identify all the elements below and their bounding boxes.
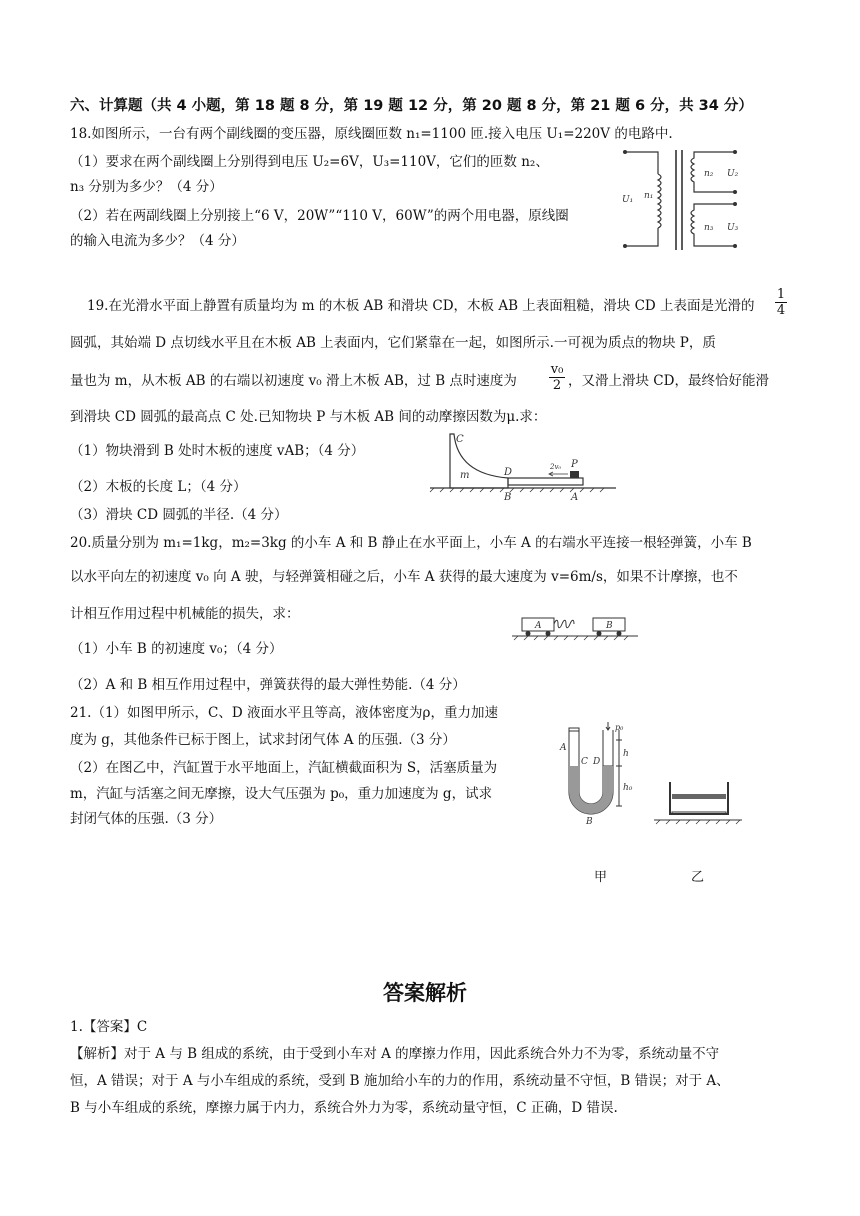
q19-sub-3: （3）滑块 CD 圆弧的半径.（4 分） [70,507,288,523]
fraction-quarter-num: 1 [776,287,786,302]
q19-line-3a: 量也为 m，从木板 AB 的右端以初速度 v₀ 滑上木板 AB，过 B 点时速度为 [70,373,517,389]
q18-line-5: 的输入电流为多少？（4 分） [70,233,245,249]
label-b: B [504,492,512,503]
answers-title: 答案解析 [383,981,467,1005]
explain-line-3: B 与小车组成的系统，摩擦力属于内力，系统合外力为零，系统动量守恒，C 正确，D 错误. [70,1100,618,1116]
q19-line-3b: ，又滑上滑块 CD，最终恰好能滑 [568,373,769,389]
fraction-quarter-den: 4 [776,303,786,318]
answer-1: 1.【答案】C [70,1019,148,1035]
label-u3: U₃ [727,223,739,233]
label-n3: n₃ [704,223,714,233]
q19-sub-1: （1）物块滑到 B 处时木板的速度 vAB；（4 分） [70,443,365,459]
q19-line-1: 19.在光滑水平面上静置有质量均为 m 的木板 AB 和滑块 CD，木板 AB 上表面粗糙，滑块 CD 上表面是光滑的 [87,298,755,314]
fraction-v0-num: v₀ [550,362,564,377]
label-a: A [571,492,579,503]
q20-line-1: 20.质量分别为 m₁=1kg，m₂=3kg 的小车 A 和 B 静止在水平面上，小车 A 的右端水平连接一根轻弹簧，小车 B [70,535,752,551]
explain-line-1: 【解析】对于 A 与 B 组成的系统，由于受到小车对 A 的摩擦力作用，因此系统合外力不为零，系统动量不守 [70,1046,720,1062]
label-gas-a: A [560,743,567,753]
q18-line-4: （2）若在两副线圈上分别接上“6 V，20W”“110 V，60W”的两个用电器，原线圈 [70,208,569,224]
section-title: 六、计算题（共 4 小题，第 18 题 8 分，第 19 题 12 分，第 20 题 8 分，第 21 题 6 分，共 34 分） [70,98,753,114]
q21-line-3: （2）在图乙中，汽缸置于水平地面上，汽缸横截面积为 S，活塞质量为 [70,760,498,776]
board-slider-figure [428,428,618,504]
q20-line-3: 计相互作用过程中机械能的损失，求： [70,606,300,622]
q18-line-1: 18.如图所示，一台有两个副线圈的变压器，原线圈匝数 n₁=1100 匝.接入电压 U₁=220V 的电路中. [70,126,673,142]
q18-line-3: n₃ 分别为多少？（4 分） [70,179,223,195]
label-n1: n₁ [644,191,654,201]
label-cart-a: A [535,621,542,631]
label-d: D [504,467,513,478]
cylinder-figure [652,776,744,826]
liquid [569,766,613,814]
q20-sub-2: （2）A 和 B 相互作用过程中，弹簧获得的最大弹性势能.（4 分） [70,677,466,693]
label-u1: U₁ [622,195,634,205]
q20-line-2: 以水平向左的初速度 v₀ 向 A 驶，与轻弹簧相碰之后，小车 A 获得的最大速度为 v=6m/s，如果不计摩擦，也不 [70,569,738,585]
label-cart-b: B [606,621,613,631]
q20-sub-1: （1）小车 B 的初速度 v₀；（4 分） [70,641,283,657]
label-c-surface: C [581,757,588,767]
transformer-figure [610,146,750,254]
label-m: m [460,470,470,481]
q19-line-4: 到滑块 CD 圆弧的最高点 C 处.已知物块 P 与木板 AB 间的动摩擦因数为μ.求： [70,409,547,425]
label-n2: n₂ [704,169,714,179]
label-h: h [623,749,629,759]
label-bottom-b: B [586,817,593,827]
block-p [570,471,579,478]
explain-line-2: 恒，A 错误；对于 A 与小车组成的系统，受到 B 施加给小车的力的作用，系统动量不守恒，B 错误；对于 A、 [70,1073,730,1089]
caption-yi: 乙 [691,870,705,885]
fraction-v0-half [549,362,565,393]
piston [672,794,726,799]
u-tube-figure [555,720,645,828]
q21-line-4: m，汽缸与活塞之间无摩擦，设大气压强为 p₀，重力加速度为 g，试求 [70,786,493,802]
label-p0: p₀ [615,723,624,732]
label-u2: U₂ [727,169,739,179]
label-velocity: 2v₀ [550,463,562,471]
caption-jia: 甲 [594,870,608,885]
label-p: P [571,459,578,470]
q21-line-1: 21.（1）如图甲所示，C、D 液面水平且等高，液体密度为ρ，重力加速 [70,705,498,721]
q19-line-2: 圆弧，其始端 D 点切线水平且在木板 AB 上表面内，它们紧靠在一起，如图所示.一可视为质点的物块 P，质 [70,335,716,351]
label-h0: h₀ [623,783,633,793]
carts-figure [510,610,640,644]
q21-line-5: 封闭气体的压强.（3 分） [70,811,223,827]
q18-line-2: （1）要求在两个副线圈上分别得到电压 U₂=6V，U₃=110V，它们的匝数 n₂、 [70,154,549,170]
q21-line-2: 度为 g，其他条件已标于图上，试求封闭气体 A 的压强.（3 分） [70,732,456,748]
fraction-quarter [775,287,787,318]
label-d-surface: D [593,757,601,767]
label-c: C [456,434,464,445]
q19-sub-2: （2）木板的长度 L；（4 分） [70,479,247,495]
fraction-v0-den: 2 [549,377,565,393]
